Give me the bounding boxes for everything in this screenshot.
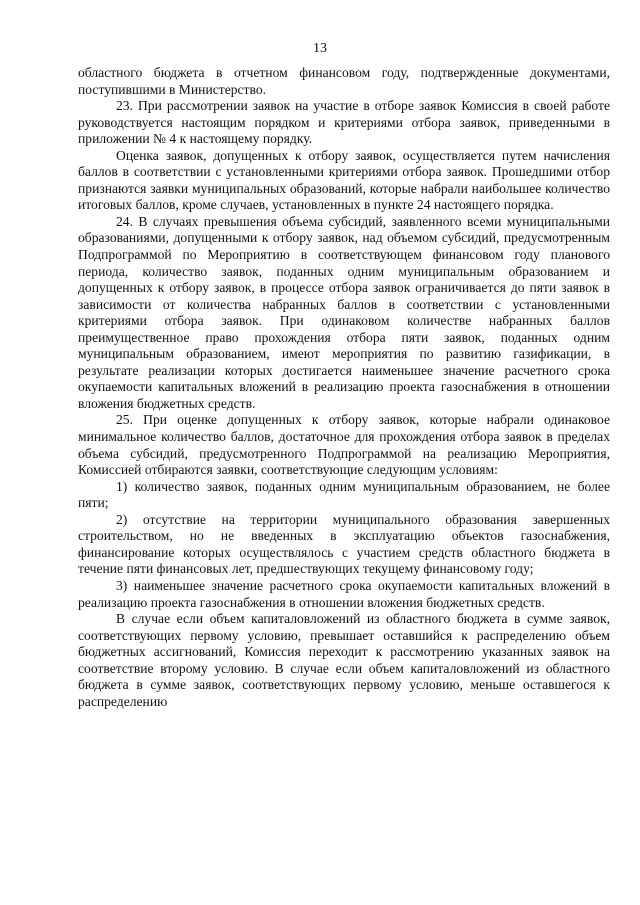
paragraph-continuation: областного бюджета в отчетном финансовом году, подтвержденные документами, поступившими в Министерство.: [78, 65, 610, 97]
page-number: 13: [313, 41, 327, 56]
paragraph-item-23: 23. При рассмотрении заявок на участие в отборе заявок Комиссия в своей работе руководствуется настоящим порядком и критериями отбора заявок, приведенными в приложении № 4 к настоящему порядку.: [78, 98, 610, 147]
condition-2: 2) отсутствие на территории муниципального образования завершенных строительством, но не введенных в эксплуатацию объектов газоснабжения, финансирование которых осуществлялось с участием средств областного бюджета в течение пяти финансовых лет, предшествующих текущему финансовому году;: [78, 511, 610, 577]
paragraph-item-24: 24. В случаях превышения объема субсидий, заявленного всеми муниципальными образованиями, допущенными к отбору заявок, над объемом субсидий, предусмотренным Подпрограммой по Мероприятию в соответствующем финансовом году планового периода, количество заявок, поданных одним муниципальным образованием и допущенных к отбору заявок, в процессе отбора заявок ограничивается до пяти заявок в зависимости от количества набранных баллов в соответствии с установленными критериями отбора заявок. При одинаковом количестве набранных баллов преимущественное право прохождения отбора пяти заявок, поданных одним муниципальным образованием, имеют мероприятия по развитию газификации, в результате реализации которых достигается наименьшее значение расчетного срока окупаемости капитальных вложений в реализацию проекта газоснабжения в отношении вложения бюджетных средств.: [78, 213, 610, 411]
paragraph-final: В случае если объем капиталовложений из областного бюджета в сумме заявок, соответствующих первому условию, превышает оставшийся к распределению объем бюджетных ассигнований, Комиссия переходит к рассмотрению указанных заявок на соответствие второму условию. В случае если объем капиталовложений из областного бюджета в сумме заявок, соответствующих первому условию, меньше оставшегося к распределению: [78, 611, 610, 709]
paragraph-item-25: 25. При оценке допущенных к отбору заявок, которые набрали одинаковое минимальное количество баллов, достаточное для прохождения отбора заявок в пределах объема субсидий, предусмотренного Подпрограммой на реализацию Мероприятия, Комиссией отбираются заявки, соответствующие следующим условиям:: [78, 412, 610, 478]
condition-1: 1) количество заявок, поданных одним муниципальным образованием, не более пяти;: [78, 478, 610, 511]
condition-3: 3) наименьшее значение расчетного срока окупаемости капитальных вложений в реализацию проекта газоснабжения в отношении вложения бюджетных средств.: [78, 577, 610, 610]
paragraph-evaluation: Оценка заявок, допущенных к отбору заявок, осуществляется путем начисления баллов в соответствии с установленными критериями отбора заявок. Прошедшими отбор признаются заявки муниципальных образований, которые набрали наибольшее количество итоговых баллов, кроме случаев, установленных в пункте 24 настоящего порядка.: [78, 147, 610, 213]
document-body: [78, 65, 610, 710]
